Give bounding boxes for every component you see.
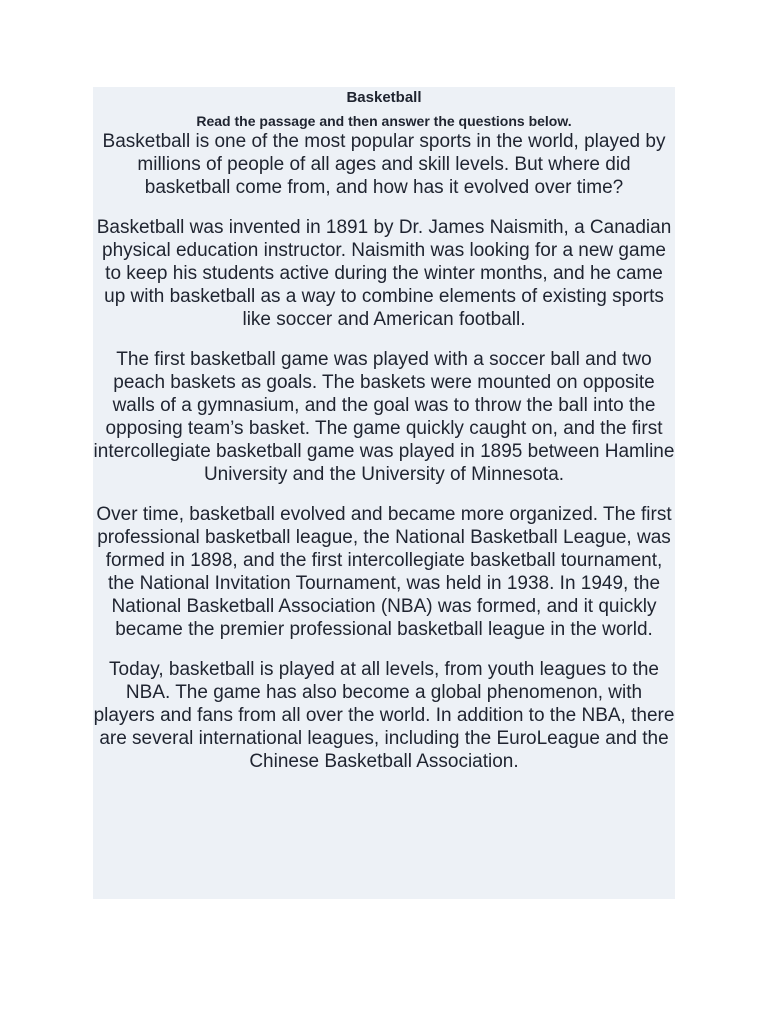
passage-panel: [93, 87, 675, 899]
paragraph-3: The first basketball game was played with a soccer ball and two peach baskets as goals. The baskets were mounted on opposite walls of a gymnasium, and the goal was to throw the ball into the opposing team’s basket. The game quickly caught on, and the first intercollegiate basketball game was played in 1895 between Hamline University and the University of Minnesota.: [93, 348, 675, 486]
paragraph-2: Basketball was invented in 1891 by Dr. James Naismith, a Canadian physical education instructor. Naismith was looking for a new game to keep his students active during the winter months, and he came up with basketball as a way to combine elements of existing sports like soccer and American football.: [96, 216, 672, 331]
instructions: Read the passage and then answer the questions below.: [196, 113, 572, 129]
paragraph-1: Basketball is one of the most popular sports in the world, played by millions of people of all ages and skill levels. But where did basketball come from, and how has it evolved over time?: [102, 131, 666, 199]
document-title: Basketball: [346, 89, 422, 106]
paragraph-5: Today, basketball is played at all levels, from youth leagues to the NBA. The game has also become a global phenomenon, with players and fans from all over the world. In addition to the NBA, there are several international leagues, including the EuroLeague and the Chinese Basketball Association.: [93, 658, 675, 773]
passage-body: [93, 130, 675, 773]
paragraph-4: Over time, basketball evolved and became more organized. The first professional basketball league, the National Basketball League, was formed in 1898, and the first intercollegiate basketball tournament, the National Invitation Tournament, was held in 1938. In 1949, the National Basketball Association (NBA) was formed, and it quickly became the premier professional basketball league in the world.: [96, 503, 672, 641]
